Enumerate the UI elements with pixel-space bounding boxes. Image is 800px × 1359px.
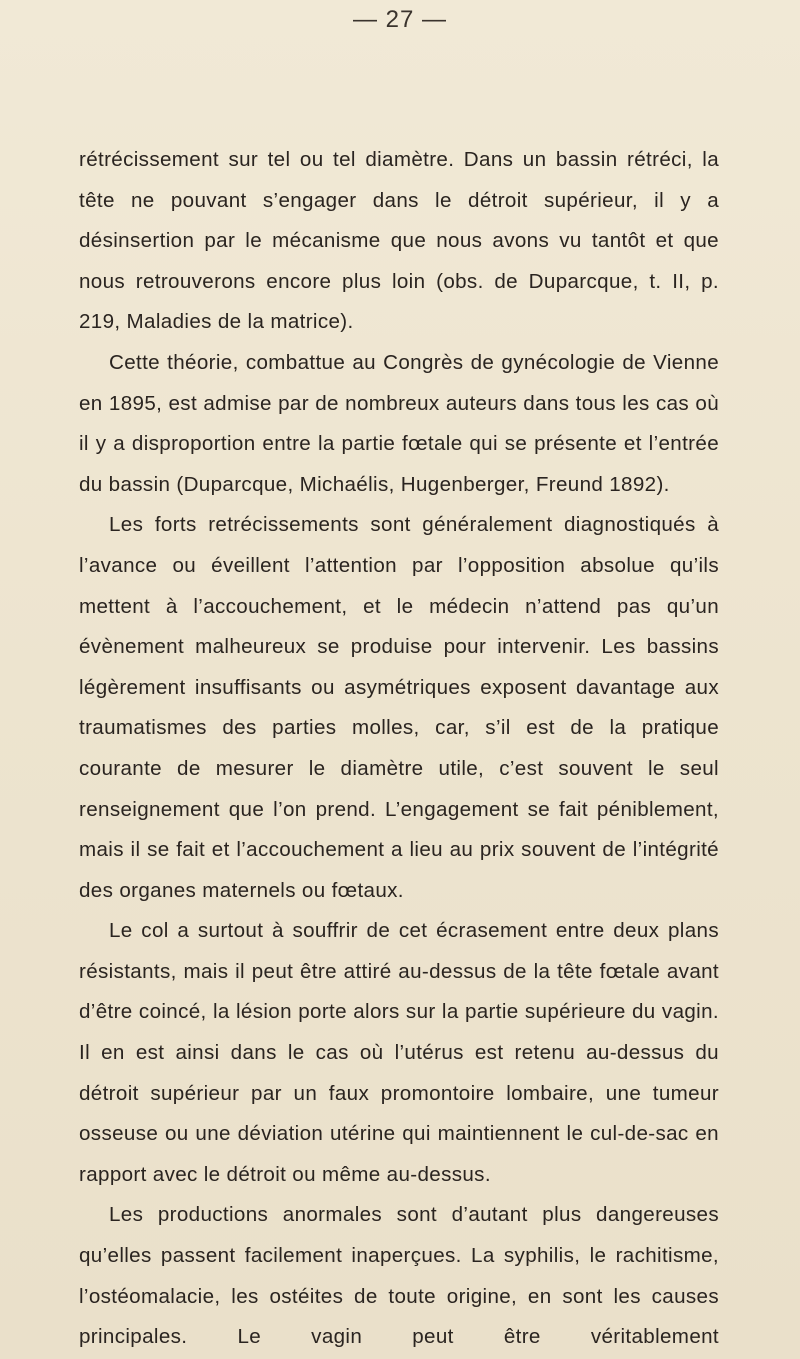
paragraph: Le col a surtout à souffrir de cet écrasement entre deux plans résistants, mais il peut être attiré au-dessus de la tête fœtale avant d’être coincé, la lésion porte alors sur la partie supérieure du vagin. Il en est ainsi dans le cas où l’utérus est retenu au-dessus du détroit supérieur par un faux promontoire lombaire, une tumeur osseuse ou une déviation utérine qui maintiennent le cul-de-sac en rapport avec le détroit ou même au-dessus. <box>79 919 719 1186</box>
paragraph-continued: rétrécissement sur tel ou tel diamètre. Dans un bassin rétréci, la tête ne pouvant s’engager dans le détroit supérieur, il y a désinsertion par le mécanisme que nous avons vu tantôt et que nous retrouverons encore plus loin (obs. de Duparcque, t. II, p. 219, Maladies de la matrice). <box>79 148 719 334</box>
paragraph-last: Les productions anormales sont d’autant plus dangereuses qu’elles passent facilement inaperçues. La syphilis, le rachitisme, l’ostéomalacie, les ostéites de toute origine, en sont les causes principales. Le vagin peut être véritablement <box>79 1203 719 1349</box>
paragraph: Les forts retrécissements sont généralement diagnostiqués à l’avance ou éveillent l’attention par l’opposition absolue qu’ils mettent à l’accouchement, et le médecin n’attend pas qu’un évènement malheureux se produise pour intervenir. Les bassins légèrement insuffisants ou asymétriques exposent davantage aux traumatismes des parties molles, car, s’il est de la pratique courante de mesurer le diamètre utile, c’est souvent le seul renseignement que l’on prend. L’engagement se fait péniblement, mais il se fait et l’accouchement a lieu au prix souvent de l’intégrité des organes maternels ou fœtaux. <box>79 513 719 902</box>
body-text <box>79 140 719 1358</box>
page-number: — 27 — <box>352 6 448 33</box>
paragraph: Cette théorie, combattue au Congrès de gynécologie de Vienne en 1895, est admise par de nombreux auteurs dans tous les cas où il y a disproportion entre la partie fœtale qui se présente et l’entrée du bassin (Duparcque, Michaélis, Hugenberger, Freund 1892). <box>79 350 719 496</box>
